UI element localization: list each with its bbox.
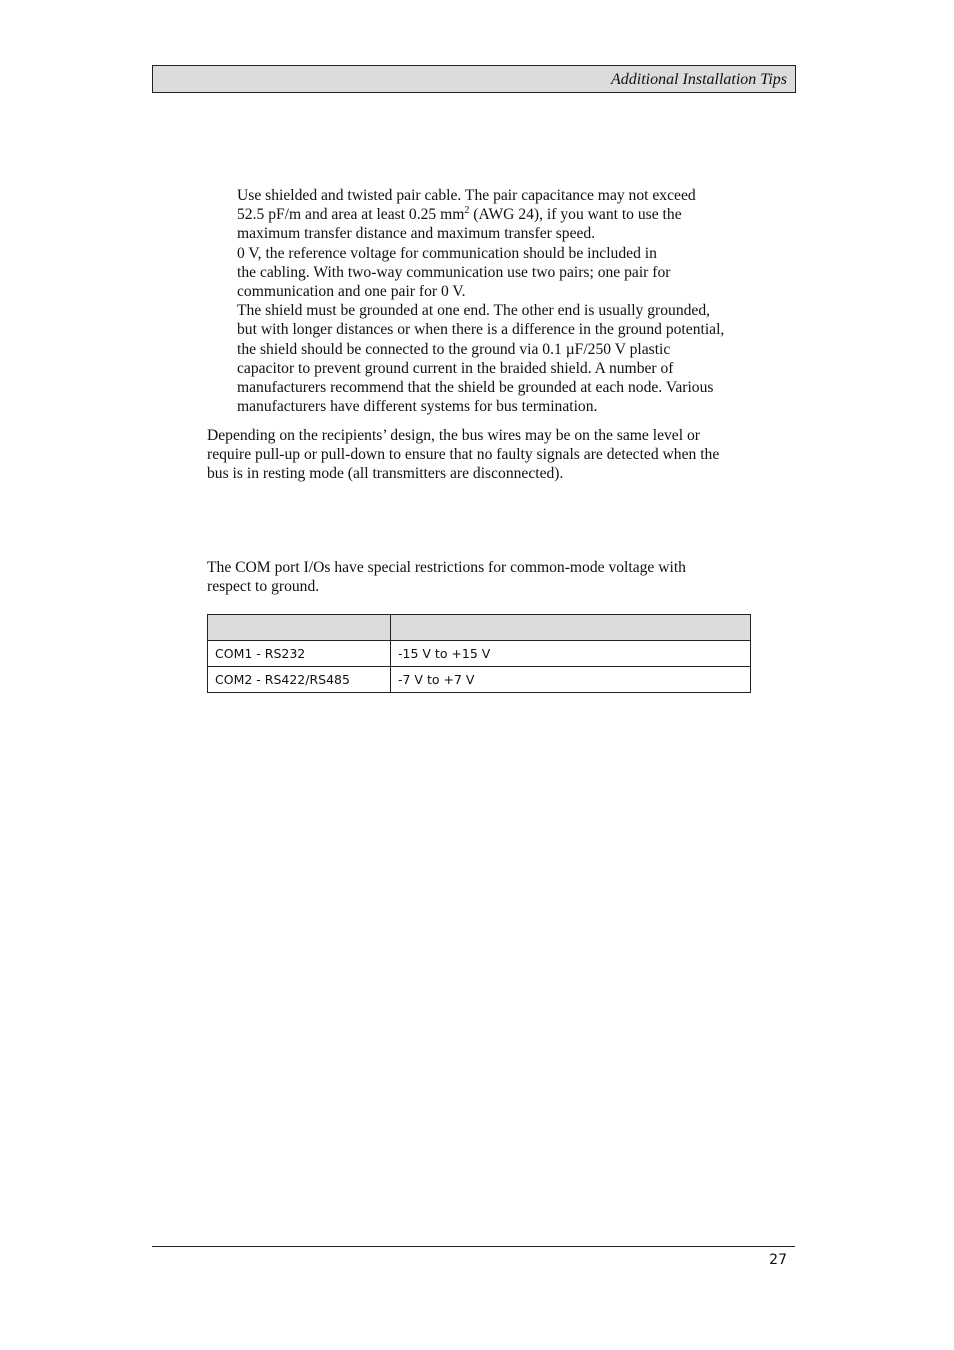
voltage-range-cell: -15 V to +15 V	[391, 641, 751, 667]
table-header-cell	[391, 615, 751, 641]
voltage-range-cell: -7 V to +7 V	[391, 667, 751, 693]
guideline-shielded-cable: Use shielded and twisted pair cable. The pair capacitance may not exceed 52.5 pF/m and area at least 0.25 $mm^2$ (AWG 24), if you want to use the maximum transfer distance and maximum transfer speed.	[237, 187, 696, 243]
section-title: Additional Installation Tips	[610, 71, 787, 88]
footer-divider	[152, 1246, 795, 1247]
com-port-paragraph: The COM port I/Os have special restrictions for common-mode voltage with respect to ground.	[207, 559, 686, 596]
com-port-voltage-table	[207, 614, 751, 693]
page-number: 27	[769, 1252, 787, 1268]
port-name-cell: COM1 - RS232	[208, 641, 391, 667]
table-header-cell	[208, 615, 391, 641]
bus-wires-paragraph: Depending on the recipients’ design, the bus wires may be on the same level or require pull-up or pull-down to ensure that no faulty signals are detected when the bus is in resting mode (all transmitters are disconnected).	[207, 427, 720, 483]
table-header-row	[208, 615, 751, 641]
table-row	[208, 641, 751, 667]
page-header-bar	[152, 65, 796, 93]
guideline-reference-voltage: 0 V, the reference voltage for communication should be included in the cabling. With two-way communication use two pairs; one pair for communication and one pair for 0 V.	[237, 244, 671, 301]
guideline-shield-grounding: The shield must be grounded at one end. The other end is usually grounded, but with longer distances or when there is a difference in the ground potential, the shield should be connected to the ground via 0.1 µF/250 V plastic capacitor to prevent ground current in the braided shield. A number of manufacturers recommend that the shield be grounded at each node. Various manufacturers have different systems for bus termination.	[237, 302, 725, 416]
cable-guidelines	[237, 186, 757, 416]
table-row	[208, 667, 751, 693]
port-name-cell: COM2 - RS422/RS485	[208, 667, 391, 693]
